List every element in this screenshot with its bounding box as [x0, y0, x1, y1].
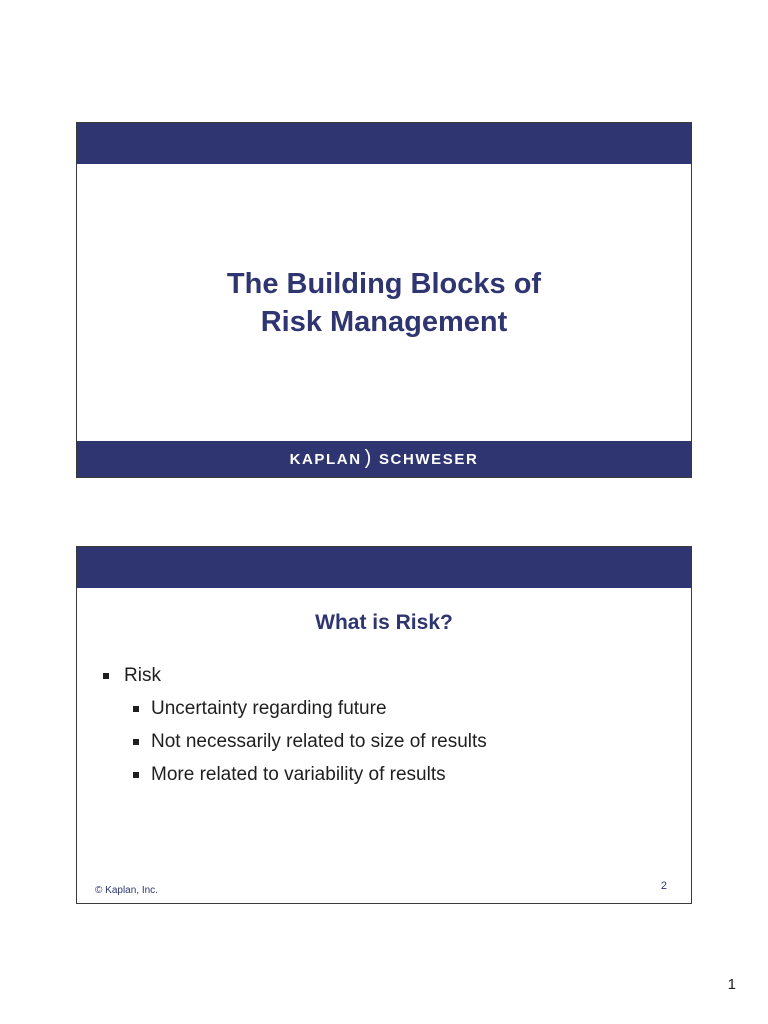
- slide-number: 2: [660, 880, 667, 892]
- slide-title: [77, 265, 691, 341]
- logo-arc-icon: ): [364, 447, 373, 469]
- footer-copyright: © Kaplan, Inc.: [95, 885, 158, 896]
- sub-bullet-item: [133, 698, 387, 720]
- sub-bullet-text: More related to variability of results: [151, 764, 446, 785]
- sub-bullet-item: [133, 764, 446, 786]
- logo-kaplan-text: KAPLAN: [289, 450, 362, 468]
- content-slide: [76, 546, 692, 904]
- page-number: 1: [727, 976, 736, 993]
- square-bullet-icon: [133, 772, 139, 778]
- square-bullet-icon: [133, 706, 139, 712]
- bottom-band: [77, 441, 691, 477]
- slide-title-line-1: The Building Blocks of: [226, 268, 542, 300]
- top-band: [77, 547, 691, 588]
- bullet-text: Risk: [124, 665, 161, 686]
- top-band: [77, 123, 691, 164]
- title-slide: [76, 122, 692, 478]
- square-bullet-icon: [133, 739, 139, 745]
- sub-bullet-text: Not necessarily related to size of results: [151, 731, 487, 752]
- square-bullet-icon: [103, 673, 109, 679]
- bullet-item: [103, 665, 161, 687]
- sub-bullet-item: [133, 731, 487, 753]
- logo-schweser-text: SCHWESER: [378, 450, 479, 468]
- sub-bullet-text: Uncertainty regarding future: [151, 698, 387, 719]
- slide-heading: What is Risk?: [315, 611, 453, 634]
- kaplan-schweser-logo: [77, 441, 691, 477]
- slide-title-line-2: Risk Management: [260, 306, 508, 338]
